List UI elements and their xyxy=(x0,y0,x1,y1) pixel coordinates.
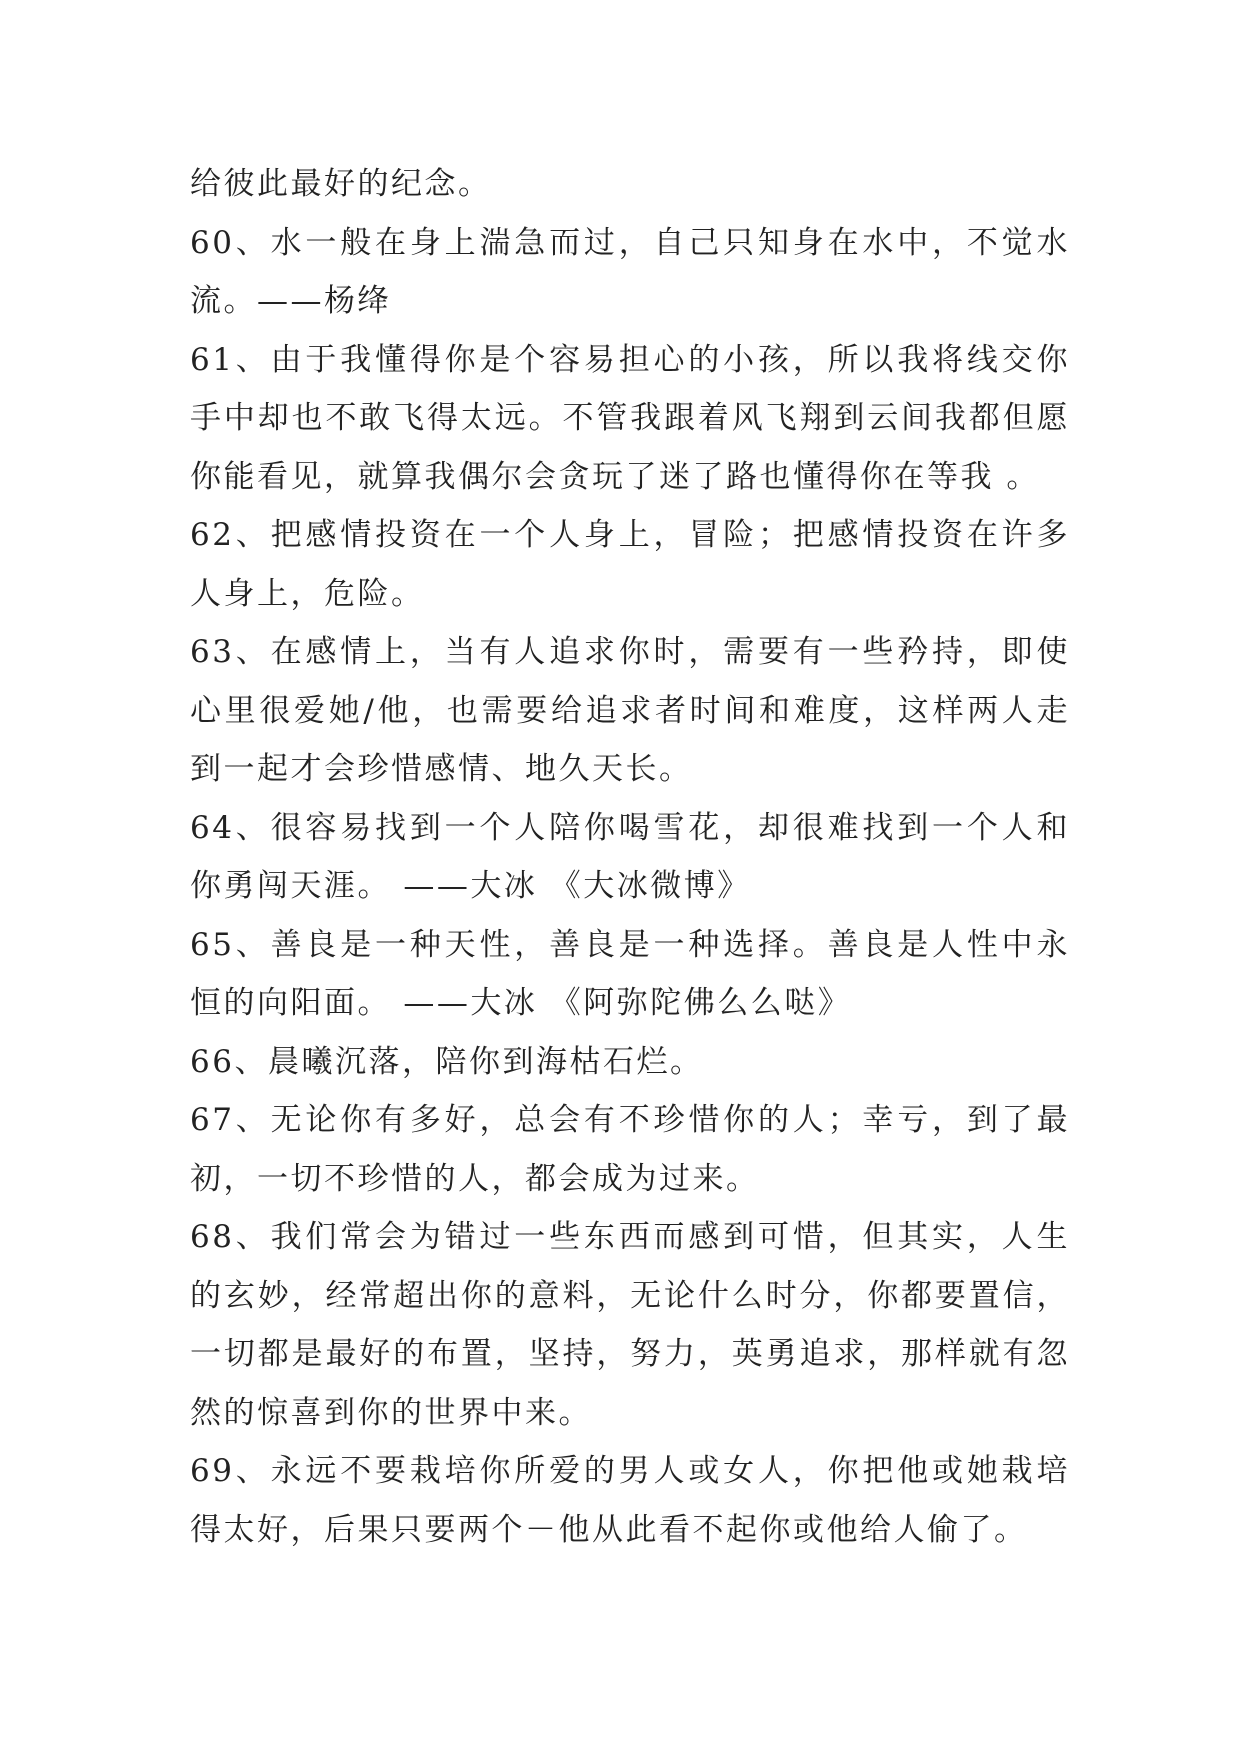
document-body xyxy=(190,155,1070,1559)
quote-68: 68、我们常会为错过一些东西而感到可惜，但其实，人生的玄妙，经常超出你的意料，无论什么时分，你都要置信，一切都是最好的布置，坚持，努力，英勇追求，那样就有忽然的惊喜到你的世界中来。 xyxy=(190,1219,1070,1431)
quote-60: 60、水一般在身上湍急而过，自己只知身在水中，不觉水流。——杨绛 xyxy=(190,224,1070,319)
quote-66: 66、晨曦沉落，陪你到海枯石烂。 xyxy=(190,1043,704,1080)
quote-69: 69、永远不要栽培你所爱的男人或女人，你把他或她栽培得太好，后果只要两个－他从此看不起你或他给人偷了。 xyxy=(190,1453,1070,1548)
quote-62: 62、把感情投资在一个人身上，冒险；把感情投资在许多人身上，危险。 xyxy=(190,517,1070,612)
quote-61: 61、由于我懂得你是个容易担心的小孩，所以我将线交你手中却也不敢飞得太远。不管我跟着风飞翔到云间我都但愿你能看见，就算我偶尔会贪玩了迷了路也懂得你在等我 。 xyxy=(190,341,1070,495)
quote-63: 63、在感情上，当有人追求你时，需要有一些矜持，即使心里很爱她/他，也需要给追求者时间和难度，这样两人走到一起才会珍惜感情、地久天长。 xyxy=(190,634,1070,787)
quote-64: 64、很容易找到一个人陪你喝雪花，却很难找到一个人和你勇闯天涯。 ——大冰 《大冰微博》 xyxy=(190,809,1070,904)
paragraph-continuation: 给彼此最好的纪念。 xyxy=(190,166,492,202)
quote-67: 67、无论你有多好，总会有不珍惜你的人；幸亏，到了最初，一切不珍惜的人，都会成为过来。 xyxy=(190,1102,1070,1197)
quote-65: 65、善良是一种天性，善良是一种选择。善良是人性中永恒的向阳面。 ——大冰 《阿弥陀佛么么哒》 xyxy=(190,926,1070,1021)
